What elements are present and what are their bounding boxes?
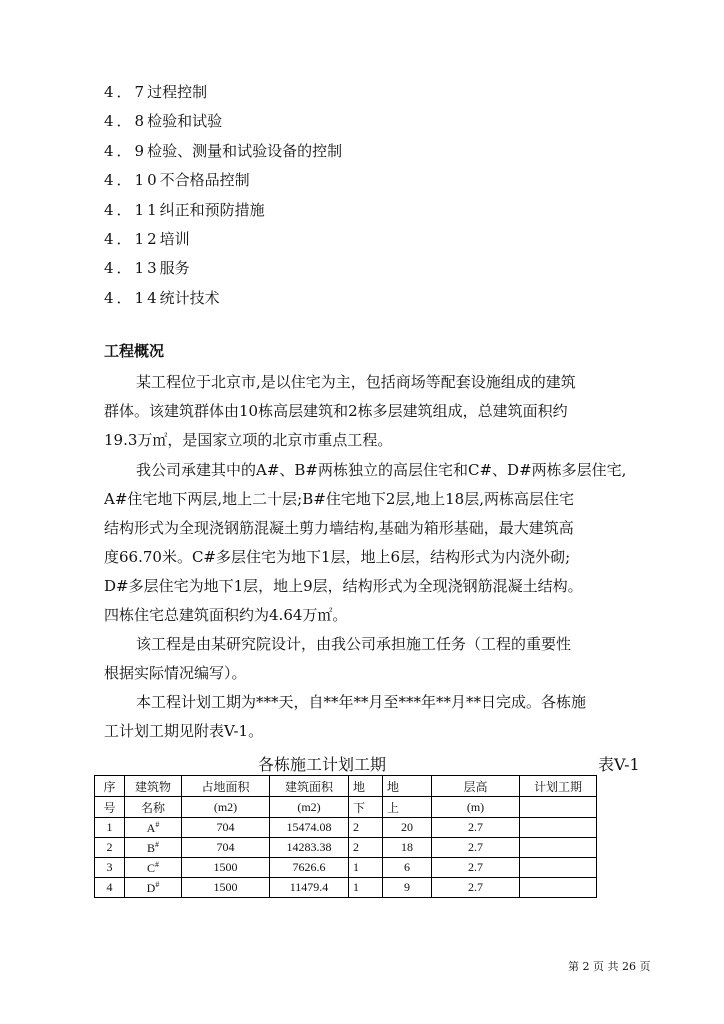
cell-name bbox=[125, 878, 182, 898]
cell-plan bbox=[520, 838, 597, 858]
toc-title: 过程控制 bbox=[147, 83, 208, 101]
cell-floor-area: 14283.38 bbox=[270, 838, 349, 858]
cell-below: 1 bbox=[349, 878, 383, 898]
header-cell: (m) bbox=[432, 797, 520, 818]
header-cell: 序 bbox=[95, 776, 125, 797]
building-sup: # bbox=[155, 839, 159, 849]
toc-number: 4．7 bbox=[104, 83, 148, 101]
toc-item bbox=[104, 196, 342, 225]
cell-below: 2 bbox=[349, 838, 383, 858]
cell-height: 2.7 bbox=[432, 818, 520, 838]
table-header-row bbox=[95, 797, 597, 818]
building-letter: D bbox=[146, 880, 156, 895]
table-header-row bbox=[95, 776, 597, 797]
toc-title: 检验、测量和试验设备的控制 bbox=[147, 141, 343, 160]
paragraph-line: 结构形式为全现浇钢筋混凝土剪力墙结构,基础为箱形基础，最大建筑高 bbox=[104, 519, 574, 537]
header-cell: (m2) bbox=[182, 797, 270, 818]
cell-floor-area: 7626.6 bbox=[270, 858, 349, 878]
cell-height: 2.7 bbox=[432, 838, 520, 858]
paragraph-line: 我公司承建其中的A#、B#两栋独立的高层住宅和C#、D#两栋多层住宅, bbox=[136, 461, 627, 479]
cell-name bbox=[125, 858, 182, 878]
header-cell: 地 bbox=[383, 776, 432, 797]
paragraph-line: 本工程计划工期为***天，自**年**月至***年**月**日完成。各栋施 bbox=[136, 693, 587, 711]
cell-above: 20 bbox=[383, 818, 432, 838]
header-cell: (m2) bbox=[270, 797, 349, 818]
toc-number: 4．12 bbox=[104, 229, 160, 248]
paragraph-line: 度66.70米。C#多层住宅为地下1层，地上6层，结构形式为内浇外砌; bbox=[104, 548, 571, 566]
toc-title: 不合格品控制 bbox=[159, 171, 250, 190]
toc-number: 4．13 bbox=[104, 259, 160, 278]
cell-no: 2 bbox=[95, 838, 125, 858]
building-sup: # bbox=[155, 819, 160, 829]
cell-floor-area: 15474.08 bbox=[270, 818, 349, 838]
cell-site-area: 704 bbox=[182, 818, 270, 838]
cell-site-area: 704 bbox=[182, 838, 270, 858]
building-letter: A bbox=[146, 820, 156, 835]
cell-above: 6 bbox=[383, 858, 432, 878]
toc-item bbox=[104, 166, 342, 195]
header-cell: 下 bbox=[349, 797, 383, 818]
toc-title: 纠正和预防措施 bbox=[159, 200, 265, 219]
paragraph-line: 群体。该建筑群体由10栋高层建筑和2栋多层建筑组成，总建筑面积约 bbox=[104, 402, 568, 420]
page-footer: 第 2 页 共 26 页 bbox=[568, 960, 651, 973]
table-row bbox=[95, 858, 597, 878]
toc-title: 服务 bbox=[159, 259, 190, 278]
cell-no: 1 bbox=[95, 818, 125, 838]
cell-name bbox=[125, 838, 182, 858]
header-cell: 建筑面积 bbox=[270, 776, 349, 797]
toc-item bbox=[104, 254, 342, 283]
cell-height: 2.7 bbox=[432, 878, 520, 898]
paragraph-line: 四栋住宅总建筑面积约为4.64万㎡。 bbox=[104, 606, 348, 624]
cell-site-area: 1500 bbox=[182, 878, 270, 898]
cell-site-area: 1500 bbox=[182, 858, 270, 878]
header-cell: 层高 bbox=[432, 776, 520, 797]
toc-item bbox=[104, 107, 342, 136]
toc-number: 4．10 bbox=[104, 171, 160, 190]
cell-above: 9 bbox=[383, 878, 432, 898]
toc-number: 4．9 bbox=[104, 141, 148, 160]
building-sup: # bbox=[155, 879, 160, 889]
schedule-table bbox=[94, 775, 597, 898]
building-sup: # bbox=[155, 859, 159, 869]
building-letter: B bbox=[146, 840, 155, 855]
toc-item bbox=[104, 137, 342, 166]
table-id: 表V-1 bbox=[598, 755, 640, 774]
paragraph-line: A#住宅地下两层,地上二十层;B#住宅地下2层,地上18层,两栋高层住宅 bbox=[104, 490, 574, 508]
toc-list bbox=[104, 78, 342, 313]
table-row bbox=[95, 878, 597, 898]
header-cell bbox=[520, 797, 597, 818]
table-row bbox=[95, 818, 597, 838]
cell-plan bbox=[520, 858, 597, 878]
cell-name bbox=[125, 818, 182, 838]
table-row bbox=[95, 838, 597, 858]
header-cell: 地 bbox=[349, 776, 383, 797]
cell-no: 4 bbox=[95, 878, 125, 898]
table-title: 各栋施工计划工期 bbox=[258, 755, 387, 774]
header-cell: 号 bbox=[95, 797, 125, 818]
paragraph-line: 该工程是由某研究院设计，由我公司承担施工任务（工程的重要性 bbox=[136, 635, 572, 653]
paragraph-line: 某工程位于北京市,是以住宅为主，包括商场等配套设施组成的建筑 bbox=[136, 373, 576, 391]
cell-plan bbox=[520, 818, 597, 838]
toc-item bbox=[104, 78, 342, 107]
cell-below: 1 bbox=[349, 858, 383, 878]
paragraph-line: 工计划工期见附表V-1。 bbox=[104, 722, 264, 740]
cell-above: 18 bbox=[383, 838, 432, 858]
toc-number: 4．14 bbox=[104, 288, 160, 307]
toc-item bbox=[104, 284, 342, 313]
cell-plan bbox=[520, 878, 597, 898]
paragraph-line: D#多层住宅为地下1层，地上9层，结构形式为全现浇钢筋混凝土结构。 bbox=[104, 577, 583, 595]
toc-number: 4．8 bbox=[104, 112, 148, 131]
paragraph-line: 19.3万㎡，是国家立项的北京市重点工程。 bbox=[104, 431, 393, 449]
cell-floor-area: 11479.4 bbox=[270, 878, 349, 898]
toc-number: 4．11 bbox=[104, 200, 160, 219]
paragraph-line: 根据实际情况编写）。 bbox=[104, 664, 247, 682]
header-cell: 上 bbox=[383, 797, 432, 818]
header-cell: 计划工期 bbox=[520, 776, 597, 797]
toc-title: 检验和试验 bbox=[147, 112, 223, 131]
header-cell: 占地面积 bbox=[182, 776, 270, 797]
cell-no: 3 bbox=[95, 858, 125, 878]
header-cell: 建筑物 bbox=[125, 776, 182, 797]
section-heading: 工程概况 bbox=[104, 342, 165, 360]
toc-title: 统计技术 bbox=[159, 288, 220, 307]
toc-title: 培训 bbox=[159, 229, 190, 248]
header-cell: 名称 bbox=[125, 797, 182, 818]
building-letter: C bbox=[146, 860, 155, 875]
cell-height: 2.7 bbox=[432, 858, 520, 878]
toc-item bbox=[104, 225, 342, 254]
cell-below: 2 bbox=[349, 818, 383, 838]
